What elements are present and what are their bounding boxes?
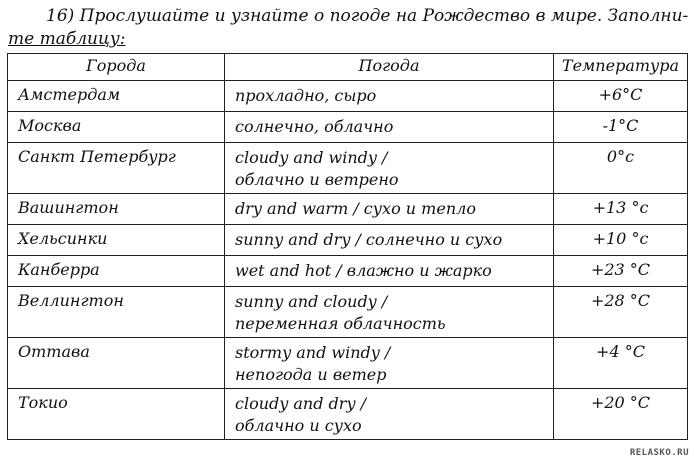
city-cell: Амстердам [8,81,225,112]
table-row [8,338,688,389]
table-row [8,256,688,287]
weather-text: dry and warm / сухо и тепло [235,199,476,218]
table-row [8,287,688,338]
weather-cell [225,143,554,194]
weather-cell [225,81,554,112]
header-cities: Города [8,54,225,81]
table-header-row [8,54,688,81]
city-cell: Москва [8,112,225,143]
weather-cell [225,112,554,143]
temperature-cell: +20 °C [554,389,688,440]
weather-cell [225,225,554,256]
task-line-2: те таблицу: [8,29,126,49]
temperature-cell: +23 °C [554,256,688,287]
weather-text: переменная облачность [235,314,446,333]
city-cell: Веллингтон [8,287,225,338]
weather-text: stormy and windy / [235,343,391,362]
weather-text: прохладно, сыро [235,86,377,105]
weather-cell [225,194,554,225]
watermark: RELASKO.RU [629,448,689,458]
table-row [8,194,688,225]
weather-text: облачно и ветрено [235,170,399,189]
temperature-cell: +28 °C [554,287,688,338]
weather-text: облачно и сухо [235,416,362,435]
temperature-cell: -1°C [554,112,688,143]
header-weather: Погода [225,54,554,81]
city-cell: Токио [8,389,225,440]
temperature-cell: +4 °C [554,338,688,389]
table-row [8,112,688,143]
weather-text: sunny and cloudy / [235,292,388,311]
temperature-cell: +13 °c [554,194,688,225]
temperature-cell: +10 °c [554,225,688,256]
city-cell: Канберра [8,256,225,287]
weather-cell [225,256,554,287]
weather-text: cloudy and windy / [235,148,388,167]
weather-cell [225,389,554,440]
task-line-1: 16) Прослушайте и узнайте о погоде на Рождество в мире. Заполни- [46,6,689,26]
temperature-cell: +6°C [554,81,688,112]
weather-text: непогода и ветер [235,365,387,384]
table-row [8,225,688,256]
city-cell: Оттава [8,338,225,389]
table-row [8,389,688,440]
weather-cell [225,287,554,338]
weather-text: солнечно, облачно [235,117,394,136]
table-row [8,143,688,194]
weather-text: sunny and dry / солнечно и сухо [235,230,503,249]
weather-text: cloudy and dry / [235,394,366,413]
weather-cell [225,338,554,389]
temperature-cell: 0°c [554,143,688,194]
table-row [8,81,688,112]
header-temperature: Температура [554,54,688,81]
city-cell: Санкт Петербург [8,143,225,194]
weather-text: wet and hot / влажно и жарко [235,261,492,280]
city-cell: Хельсинки [8,225,225,256]
city-cell: Вашингтон [8,194,225,225]
weather-table [7,53,688,440]
